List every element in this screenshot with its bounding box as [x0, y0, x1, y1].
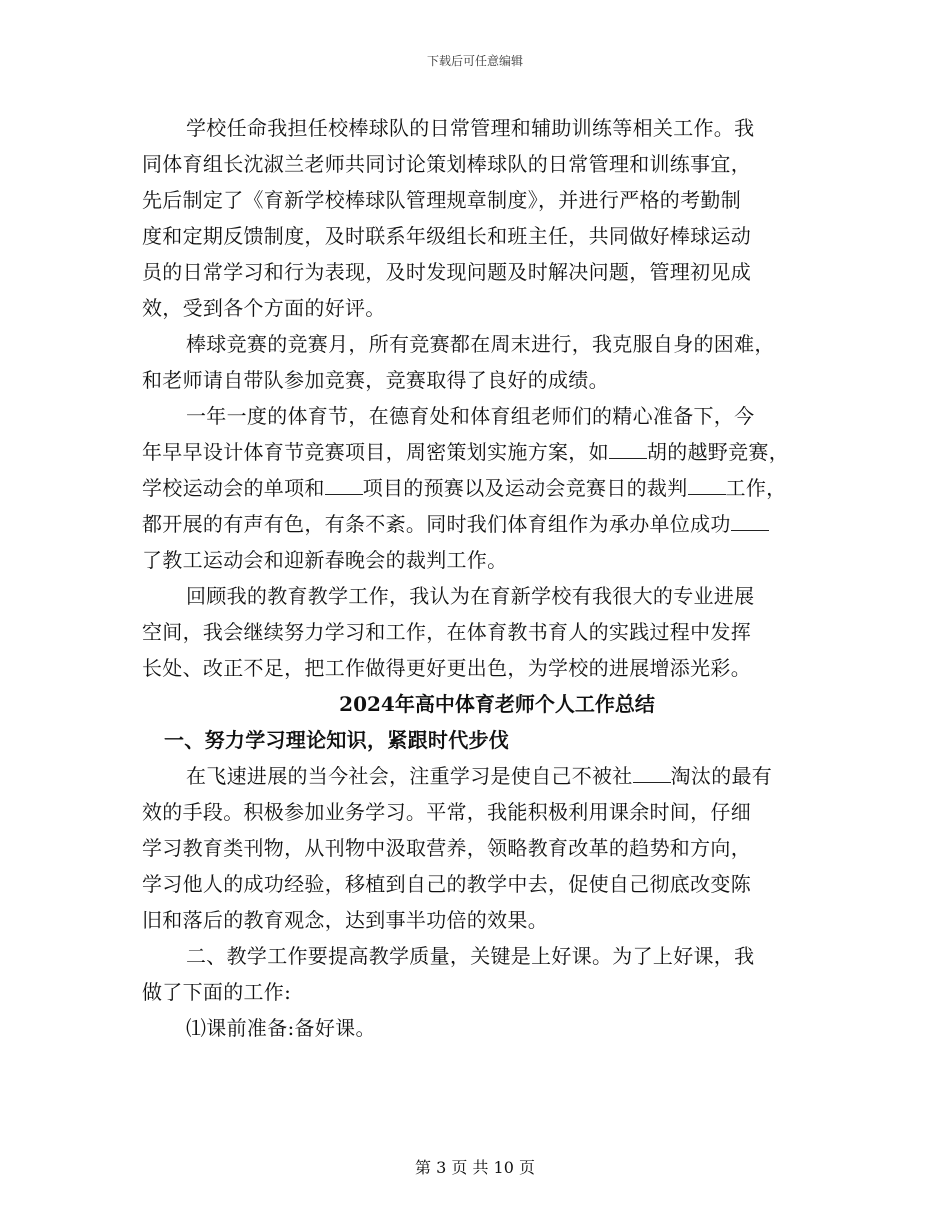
paragraph-line: 同体育组长沈淑兰老师共同讨论策划棒球队的日常管理和训练事宜，: [142, 152, 751, 176]
paragraph-line: [142, 506, 822, 542]
paragraph-line: 先后制定了《育新学校棒球队管理规章制度》，并进行严格的考勤制: [142, 188, 741, 212]
paragraph-line: 做了下面的工作:: [142, 980, 292, 1004]
paragraph-line: 空间，我会继续努力学习和工作，在体育教书育人的实践过程中发挥: [142, 620, 751, 644]
text-segment: 淘汰的最有: [670, 764, 773, 788]
page-header-note: 下载后可任意编辑: [426, 54, 523, 68]
blank-underline: [325, 476, 363, 495]
paragraph-line: 学校任命我担任校棒球队的日常管理和辅助训练等相关工作。我: [186, 116, 755, 140]
paragraph-line: 二、教学工作要提高教学质量，关键是上好课。为了上好课，我: [186, 944, 755, 968]
paragraph-line: 回顾我的教育教学工作，我认为在育新学校有我很大的专业进展: [186, 584, 755, 608]
document-body: [142, 110, 822, 1046]
paragraph-line: 学习他人的成功经验，移植到自己的教学中去，促使自己彻底改变陈: [142, 872, 751, 896]
blank-underline: [731, 512, 769, 531]
paragraph-line: 和老师请自带队参加竞赛，竞赛取得了良好的成绩。: [142, 368, 609, 392]
text-segment: 年早早设计体育节竞赛项目，周密策划实施方案，如: [142, 440, 609, 464]
paragraph-line: 棒球竞赛的竞赛月，所有竞赛都在周末进行，我克服自身的困难，: [186, 332, 775, 356]
text-segment: 都开展的有声有色，有条不紊。同时我们体育组作为承办单位成功: [142, 512, 731, 536]
paragraph-line: 了教工运动会和迎新春晚会的裁判工作。: [142, 548, 508, 572]
text-segment: 项目的预赛以及运动会竞赛日的裁判: [362, 476, 688, 500]
section-heading: 一、努力学习理论知识，紧跟时代步伐: [164, 728, 510, 752]
paragraph-line: 旧和落后的教育观念，达到事半功倍的效果。: [142, 908, 548, 932]
text-segment: 工作，: [725, 476, 787, 500]
paragraph-line: [142, 470, 822, 506]
paragraph-line: 一年一度的体育节，在德育处和体育组老师们的精心准备下，今: [186, 404, 755, 428]
paragraph-line: 效，受到各个方面的好评。: [142, 296, 386, 320]
paragraph-line: 员的日常学习和行为表现，及时发现问题及时解决问题，管理初见成: [142, 260, 751, 284]
blank-underline: [609, 440, 647, 459]
paragraph-line: [142, 434, 822, 470]
paragraph-line: [142, 758, 822, 794]
blank-underline: [688, 476, 726, 495]
document-title: 2024年高中体育老师个人工作总结: [339, 692, 655, 716]
text-segment: 在飞速进展的当今社会，注重学习是使自己不被社: [186, 764, 633, 788]
text-segment: 学校运动会的单项和: [142, 476, 325, 500]
page-number-footer: 第 3 页 共 10 页: [415, 1158, 535, 1177]
blank-underline: [633, 764, 671, 783]
paragraph-line: ⑴课前准备:备好课。: [186, 1016, 376, 1040]
paragraph-line: 学习教育类刊物，从刊物中汲取营养，领略教育改革的趋势和方向，: [142, 836, 751, 860]
text-segment: 胡的越野竞赛，: [646, 440, 790, 464]
paragraph-line: 效的手段。积极参加业务学习。平常，我能积极利用课余时间，仔细: [142, 800, 751, 824]
paragraph-line: 长处、改正不足，把工作做得更好更出色，为学校的进展增添光彩。: [142, 656, 751, 680]
paragraph-line: 度和定期反馈制度，及时联系年级组长和班主任，共同做好棒球运动: [142, 224, 751, 248]
